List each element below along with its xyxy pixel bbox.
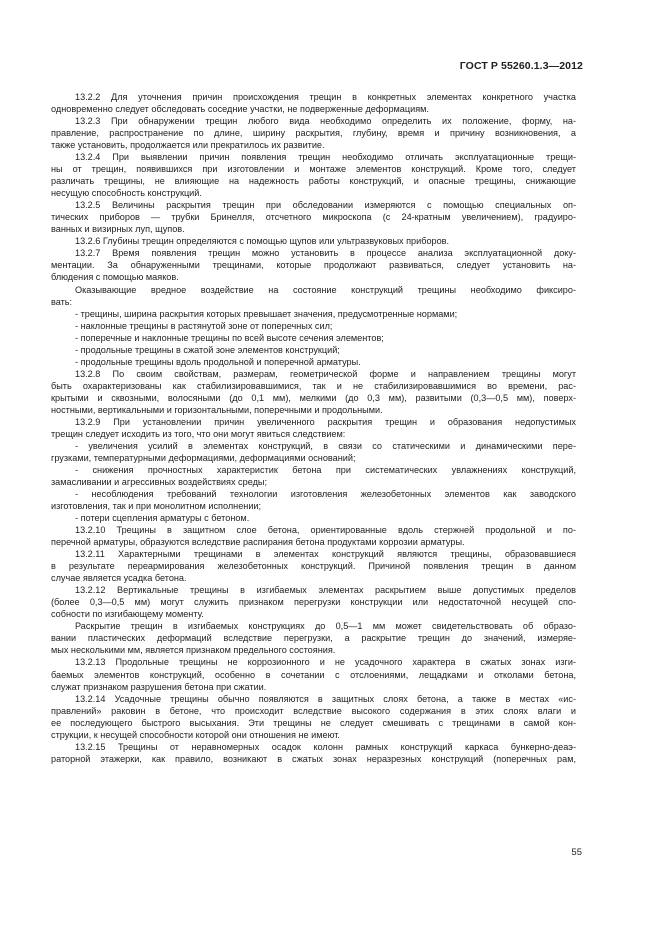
text-line: ее последующего быстрого высыхания. Эти трещины не следует смешивать с трещинами в самой кон- <box>51 717 576 728</box>
text-line: струкции, к несущей способности которой они отношения не имеют. <box>51 729 340 740</box>
text-line: 13.2.3 При обнаружении трещин любого вида необходимо определить их положение, форму, на- <box>75 116 576 127</box>
text-line: баемых элементов конструкций, особенно в сочетании с отслоениями, лещадками и отколами бетона, <box>51 669 576 680</box>
text-line: тических приборов — трубки Бринелля, отсчетного микроскопа (с 24-кратным увеличением), градуиро- <box>51 212 576 223</box>
text-line: ностными, вертикальными и горизонтальными, поперечными и продольными. <box>51 404 383 415</box>
text-line: 13.2.2 Для уточнения причин происхождения трещин в конкретных элементах конкретного участка <box>75 92 576 102</box>
text-line: 13.2.11 Характерными трещинами в элементах конструкций являются трещины, образовавшиеся <box>75 549 576 560</box>
text-line: - наклонные трещины в растянутой зоне от поперечных сил; <box>75 320 333 331</box>
text-line: 13.2.14 Усадочные трещины обычно появляются в защитных слоях бетона, а также в местах «ис- <box>75 693 576 704</box>
text-line: трещин следует исходить из того, что они могут явиться следствием: <box>51 428 346 439</box>
text-line: вать: <box>51 296 73 307</box>
text-line: несущую способность конструкций. <box>51 188 202 199</box>
text-line: различать трещины, не влияющие на надежность работы конструкций, и опасные трещины, снижающие <box>51 176 576 187</box>
page-number: 55 <box>571 847 582 858</box>
text-line: - поперечные и наклонные трещины по всей высоте сечения элементов; <box>75 332 384 343</box>
text-line: 13.2.15 Трещины от неравномерных осадок колонн рамных конструкций каркаса бункерно-деаэ- <box>75 741 576 752</box>
text-line: собности по изгибающему моменту. <box>51 609 204 620</box>
text-line: - продольные трещины в сжатой зоне элементов конструкций; <box>75 344 340 355</box>
text-line: 13.2.6 Глубины трещин определяются с помощью щупов или ультразвуковых приборов. <box>75 236 450 247</box>
text-line: служат признаком разрушения бетона при сжатии. <box>51 681 267 692</box>
text-line: 13.2.5 Величины раскрытия трещин при обследовании измеряются с помощью специальных оп- <box>75 200 576 211</box>
text-line: быть охарактеризованы как стабилизировавшимися, так и не стабилизировавшимися во времени, рас- <box>51 380 576 391</box>
text-line: блюдения с помощью маяков. <box>51 272 179 283</box>
text-line: раторной этажерки, как правило, возникают в сжатых зонах неразрезных конструкций (поперечных рам, <box>51 753 576 764</box>
text-line: - продольные трещины вдоль продольной и поперечной арматуры. <box>75 356 361 367</box>
text-line: изготовления, так и при монолитном исполнении; <box>51 501 262 512</box>
text-line: 13.2.4 При выявлении причин появления трещин необходимо отличать эксплуатационные трещи- <box>75 152 576 163</box>
text-line: 13.2.10 Трещины в защитном слое бетона, ориентированные вдоль стержней продольной и по- <box>75 525 576 536</box>
text-line: 13.2.8 По своим свойствам, размерам, геометрической форме и направлением трещины могут <box>75 368 576 379</box>
text-line: случае является усадка бетона. <box>51 573 187 584</box>
text-line: Оказывающие вредное воздействие на состояние конструкций трещины необходимо фиксиро- <box>75 284 576 295</box>
text-line: правлений» раковин в бетоне, что происходит вследствие высокого содержания в этих слоях влаги и <box>51 705 576 716</box>
text-line: - трещины, ширина раскрытия которых превышает значения, предусмотренные нормами; <box>75 308 458 319</box>
text-line: ванных и визирных луп, щупов. <box>51 224 185 235</box>
text-line: замасливании и агрессивных воздействиях среды; <box>51 477 267 487</box>
text-line: 13.2.9 При установлении причин увеличенного раскрытия трещин и образования недопустимых <box>75 416 576 427</box>
text-line: одновременно следует обследовать соседние участки, не подверженные деформациям. <box>51 104 429 115</box>
text-line: 13.2.13 Продольные трещины не коррозионного и не усадочного характера в сжатых зонах изги- <box>75 657 576 668</box>
text-line: вании пластических деформаций вследствие перегрузки, а раскрытие трещин до значений, измеряе- <box>51 633 576 644</box>
text-line: 13.2.12 Вертикальные трещины в изгибаемых элементах раскрытием выше допустимых пределов <box>75 585 576 596</box>
text-line: 13.2.7 Время появления трещин можно установить в процессе анализа эксплуатационной доку- <box>75 248 576 259</box>
text-line: - потери сцепления арматуры с бетоном. <box>75 513 250 524</box>
document-body <box>51 91 576 765</box>
text-line: Раскрытие трещин в изгибаемых конструкциях до 0,5—1 мм может свидетельствовать об образо- <box>75 621 576 632</box>
text-line: правление, распространение по длине, ширину раскрытия, глубину, время и причину возникновения, а <box>51 128 576 139</box>
text-line: - несоблюдения требований технологии изготовления железобетонных элементов как заводского <box>75 489 576 500</box>
text-line: ны от трещин, появившихся при изготовлении и монтаже элементов конструкций. Кроме того, следует <box>51 164 576 175</box>
text-line: ментации. За обнаруженными трещинами, которые продолжают развиваться, следует установить на- <box>51 260 576 271</box>
text-line: грузками, температурными деформациями, деформациями оснований; <box>51 452 356 463</box>
standard-code-header: ГОСТ Р 55260.1.3—2012 <box>459 60 583 72</box>
text-line: перечной арматуры, образуются вследствие распирания бетона продуктами коррозии арматуры. <box>51 537 465 548</box>
text-line: мых несколькими мм, является признаком предельного состояния. <box>51 645 336 656</box>
text-line: крытыми и сквозными, волосяными (до 0,1 мм), мелкими (до 0,3 мм), развитыми (0,3—0,5 мм), поверх- <box>51 392 576 403</box>
text-line: - увеличения усилий в элементах конструкций, в связи со статическими и динамическими пере- <box>75 440 576 451</box>
text-line: также установить, продолжается или прекратилось их развитие. <box>51 140 325 151</box>
text-line: (более 0,3—0,5 мм) могут служить признаком перегрузки конструкции или недостаточной несущей спо- <box>51 597 576 608</box>
text-line: в результате переармирования железобетонных конструкций. Причиной появления трещин в данном <box>51 561 576 572</box>
text-line: - снижения прочностных характеристик бетона при систематических увлажнениях конструкций, <box>75 464 576 475</box>
